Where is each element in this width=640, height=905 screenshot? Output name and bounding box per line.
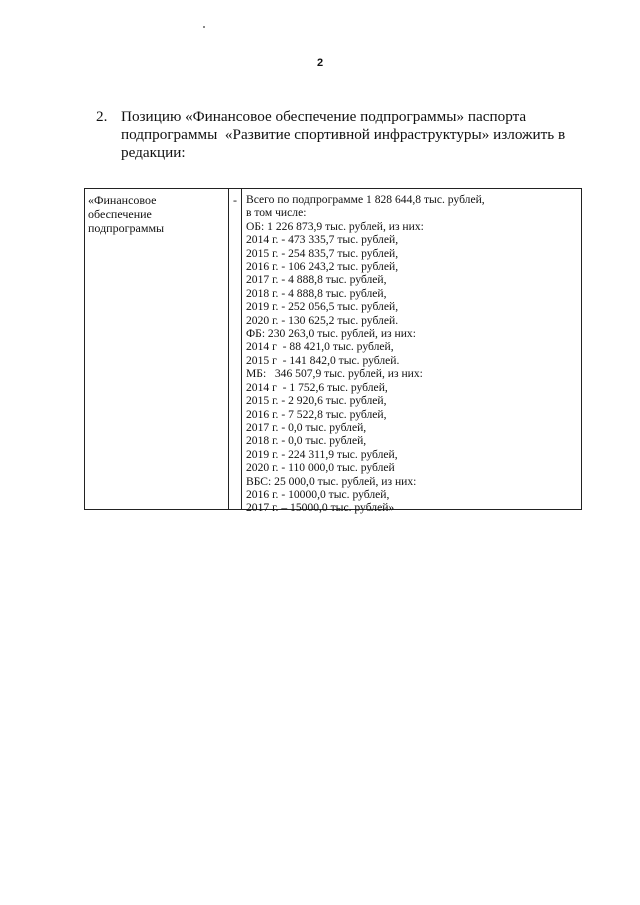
table-dash-cell: - [229,189,242,509]
value-line: 2016 г. - 106 243,2 тыс. рублей, [246,260,399,274]
value-line: 2019 г. - 252 056,5 тыс. рублей, [246,300,399,314]
value-line: 2014 г. - 473 335,7 тыс. рублей, [246,233,399,247]
value-line: 2017 г. - 4 888,8 тыс. рублей, [246,273,387,287]
value-line: 2017 г. – 15000,0 тыс. рублей» [246,501,395,515]
paragraph-text [121,108,566,162]
amendment-paragraph [96,108,566,162]
value-line: 2015 г - 141 842,0 тыс. рублей. [246,353,400,367]
value-line: 2014 г - 88 421,0 тыс. рублей, [246,340,394,354]
value-line: 2020 г. - 110 000,0 тыс. рублей [246,461,395,475]
value-line: ФБ: 230 263,0 тыс. рублей, из них: [246,327,416,341]
value-line: 2018 г. - 4 888,8 тыс. рублей, [246,286,387,300]
page-number: 2 [316,57,324,69]
table-label-cell [85,189,229,509]
value-line: 2015 г. - 2 920,6 тыс. рублей, [246,394,387,408]
value-line: 2017 г. - 0,0 тыс. рублей, [246,420,367,434]
value-line: 2016 г. - 10000,0 тыс. рублей, [246,487,390,501]
value-line: Всего по подпрограмме 1 828 644,8 тыс. рублей, [246,193,485,206]
financing-table [84,188,582,515]
value-line: 2020 г. - 130 625,2 тыс. рублей. [246,313,399,327]
value-line: 2016 г. - 7 522,8 тыс. рублей, [246,407,387,421]
value-line: МБ: 346 507,9 тыс. рублей, из них: [246,367,423,381]
value-line: 2019 г. - 224 311,9 тыс. рублей, [246,447,398,461]
value-line: 2015 г. - 254 835,7 тыс. рублей, [246,246,399,260]
table-value-cell [242,189,581,515]
paragraph-line: редакции: [121,144,186,161]
value-line: 2018 г. - 0,0 тыс. рублей, [246,434,367,448]
value-line: ОБ: 1 226 873,9 тыс. рублей, из них: [246,219,424,233]
label-line: «Финансовое [88,193,157,207]
scan-speck [203,26,205,28]
value-line: ВБС: 25 000,0 тыс. рублей, из них: [246,474,417,488]
paragraph-line: Позицию «Финансовое обеспечение подпрограммы» паспорта [121,108,527,125]
paragraph-number: 2. [96,108,108,125]
label-line: подпрограммы [88,221,165,235]
value-line: в том числе: [246,206,307,220]
label-line: обеспечение [88,207,152,221]
value-line: 2014 г - 1 752,6 тыс. рублей, [246,380,388,394]
paragraph-line: подпрограммы «Развитие спортивной инфраструктуры» изложить в [121,126,566,143]
